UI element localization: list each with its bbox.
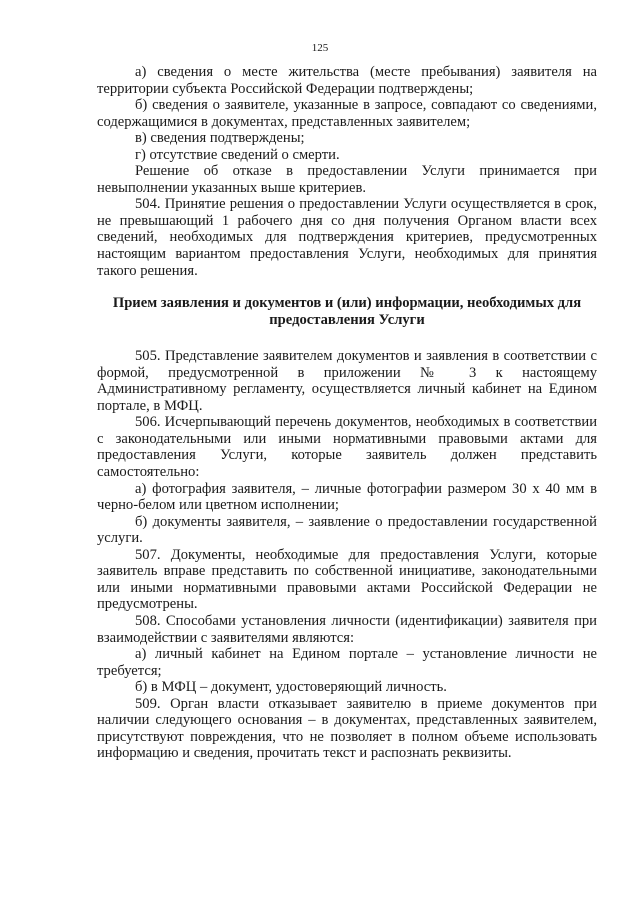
paragraph-508-a: а) личный кабинет на Едином портале – установление личности не требуется; (97, 646, 597, 679)
section-heading: Прием заявления и документов и (или) информации, необходимых для предоставления Услуги (112, 295, 582, 328)
paragraph-509: 509. Орган власти отказывает заявителю в приеме документов при наличии следующего основания – в документах, представленных заявителем, присутствуют повреждения, что не позволяет в полном объеме использовать информацию и сведения, прочитать текст и распознать реквизиты. (97, 695, 597, 762)
paragraph-507: 507. Документы, необходимые для предоставления Услуги, которые заявитель вправе представить по собственной инициативе, законодательными или иными нормативными правовыми актами Российской Федерации не предусмотрены. (97, 546, 597, 613)
paragraph-506-a: а) фотография заявителя, – личные фотографии размером 30 х 40 мм в черно-белом или цветном исполнении; (97, 480, 597, 514)
page-number: 125 (311, 42, 329, 54)
paragraph-505: 505. Представление заявителем документов и заявления в соответствии с формой, предусмотренной в приложении № 3 к настоящему Административному регламенту, осуществляется личный кабинет на Едином портале, в МФЦ. (97, 348, 597, 414)
paragraph-508-b: б) в МФЦ – документ, удостоверяющий личность. (135, 679, 447, 696)
paragraph-508: 508. Способами установления личности (идентификации) заявителя при взаимодействии с заявителями являются: (97, 612, 597, 646)
paragraph-506-b: б) документы заявителя, – заявление о предоставлении государственной услуги. (97, 513, 597, 547)
paragraph-criteria-b: б) сведения о заявителе, указанные в запросе, совпадают со сведениями, содержащимися в документах, представленных заявителем; (97, 97, 597, 130)
paragraph-506: 506. Исчерпывающий перечень документов, необходимых в соответствии с законодательными или иными нормативными правовыми актами для предоставления Услуги, которые заявитель должен представить самостоятельно: (97, 414, 597, 481)
paragraph-504: 504. Принятие решения о предоставлении Услуги осуществляется в срок, не превышающий 1 рабочего дня со дня получения Органом власти всех сведений, необходимых для подтверждения критериев, предусмотренных настоящим вариантом предоставления Услуги, необходимых для принятия такого решения. (97, 196, 597, 279)
paragraph-criteria-a: а) сведения о месте жительства (месте пребывания) заявителя на территории субъекта Российской Федерации подтверждены; (97, 64, 597, 97)
paragraph-criteria-d: г) отсутствие сведений о смерти. (135, 146, 340, 163)
document-body (97, 64, 597, 762)
paragraph-refusal-decision: Решение об отказе в предоставлении Услуги принимается при невыполнении указанных выше критериев. (97, 163, 597, 196)
paragraph-criteria-c: в) сведения подтверждены; (135, 130, 305, 147)
